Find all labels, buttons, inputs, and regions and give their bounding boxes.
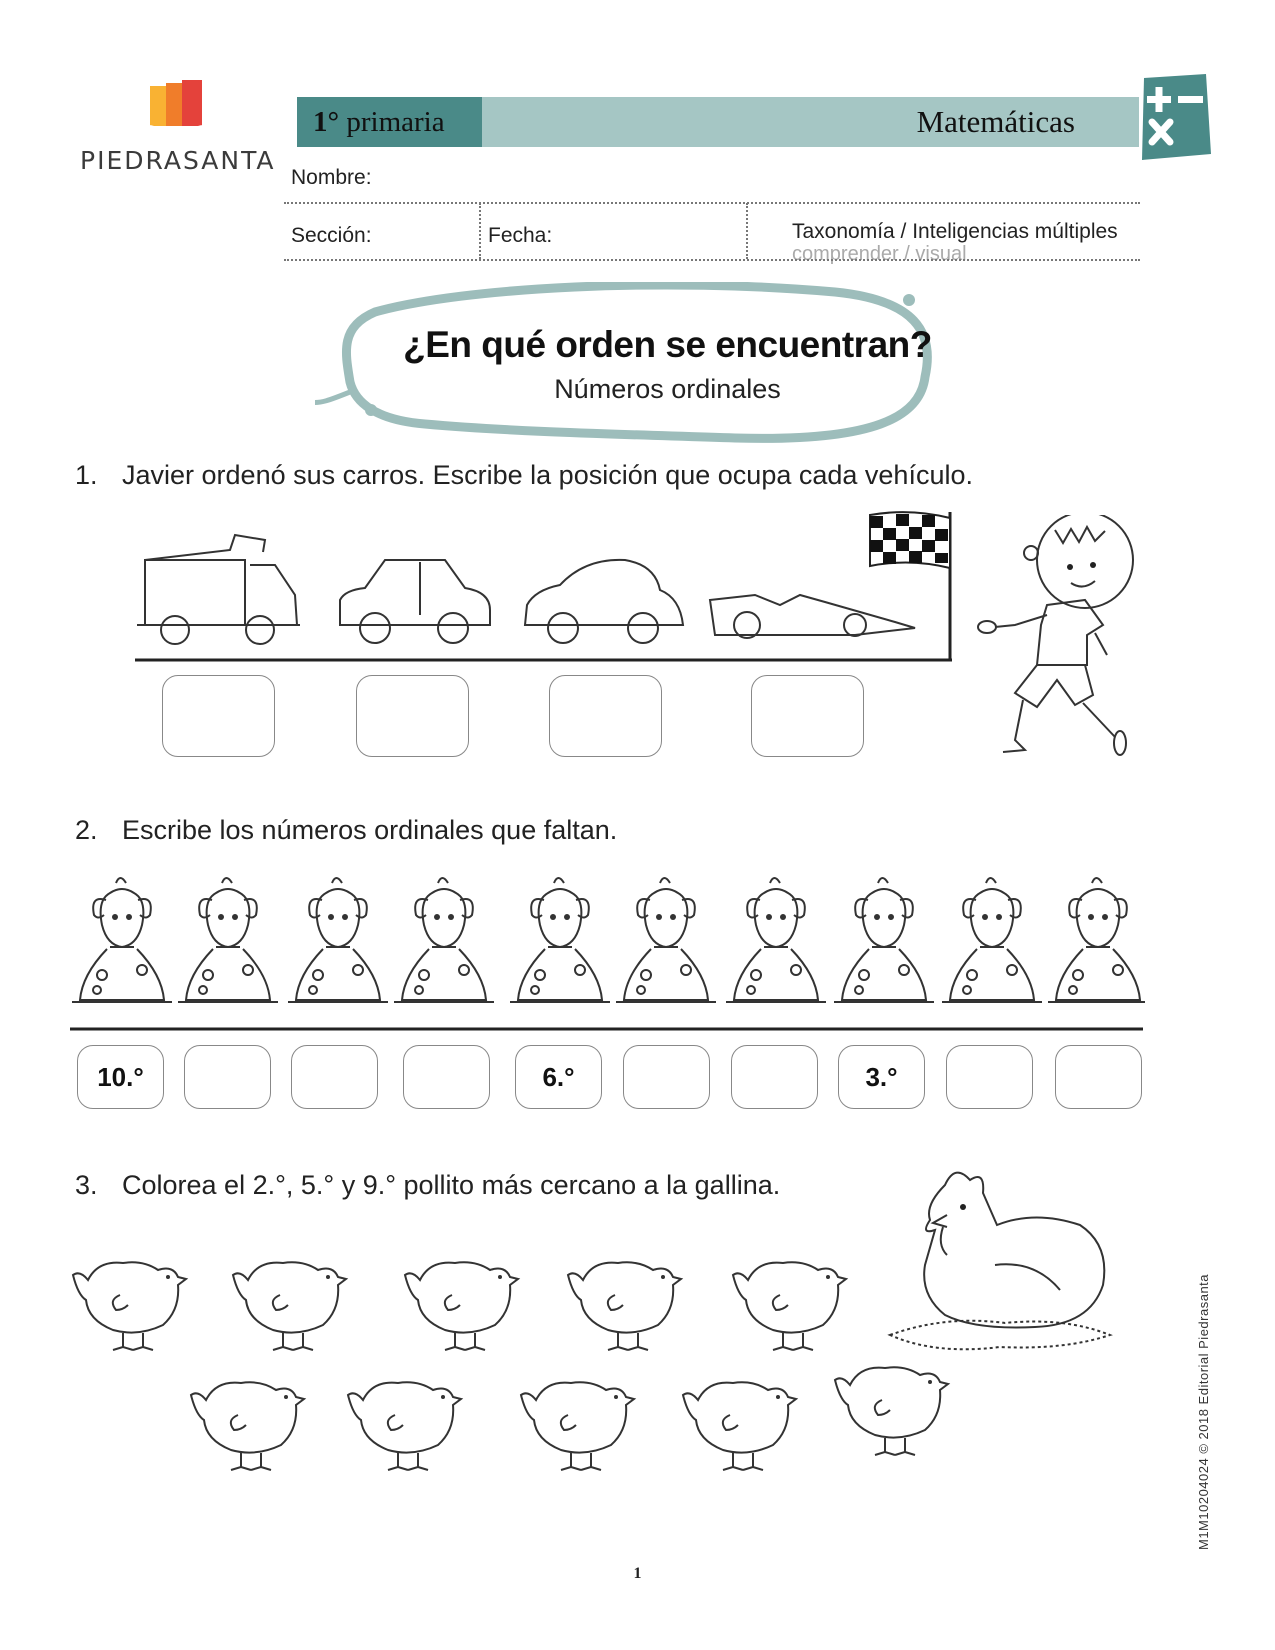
subject-title: Matemáticas: [916, 104, 1075, 139]
name-label: Nombre:: [291, 166, 372, 189]
name-field[interactable]: [380, 164, 1135, 194]
ordinal-answer-box[interactable]: [1055, 1045, 1142, 1109]
divider: [284, 259, 1140, 261]
ordinal-answer-box[interactable]: 3.°: [838, 1045, 925, 1109]
section-field[interactable]: [365, 220, 475, 250]
chick-icon: [683, 1382, 796, 1470]
ordinal-answer-box[interactable]: [731, 1045, 818, 1109]
question-number: 2.: [75, 815, 98, 845]
vehicle-answer-box[interactable]: [356, 675, 469, 757]
worksheet-subtitle: Números ordinales: [554, 374, 781, 404]
chick-icon: [521, 1382, 634, 1470]
chick-icon: [835, 1367, 948, 1455]
chick-icon: [405, 1262, 518, 1350]
title-splash-frame: [315, 282, 965, 454]
dog-icon: [942, 878, 1042, 1002]
truck-icon: [137, 535, 300, 644]
chick-icon: [73, 1262, 186, 1350]
dog-icon: [1048, 878, 1145, 1002]
ordinal-answer-box[interactable]: [403, 1045, 490, 1109]
chick-icon: [233, 1262, 346, 1350]
divider: [284, 202, 1140, 204]
boy-icon: [975, 515, 1135, 760]
chicks-illustration: [68, 1255, 968, 1485]
race-car-icon: [710, 595, 915, 638]
copyright-code: M1M10204024 © 2018 Editorial Piedrasanta: [1196, 1273, 1211, 1550]
logo-text: PIEDRASANTA: [80, 146, 276, 175]
divider: [746, 203, 748, 259]
grade-number: 1°: [313, 106, 340, 138]
ordinal-answer-box[interactable]: [291, 1045, 378, 1109]
vehicle-answer-box[interactable]: [162, 675, 275, 757]
chick-icon: [733, 1262, 846, 1350]
question-text: Colorea el 2.°, 5.° y 9.° pollito más cercano a la gallina.: [122, 1170, 781, 1200]
car-icon: [340, 560, 490, 643]
grade-text: primaria: [346, 106, 445, 138]
taxonomy-value: comprender / visual: [792, 243, 967, 265]
dog-icon: [178, 878, 278, 1002]
ordinal-answer-box[interactable]: 10.°: [77, 1045, 164, 1109]
chick-icon: [191, 1382, 304, 1470]
ordinal-answer-box[interactable]: [623, 1045, 710, 1109]
section-label: Sección:: [291, 224, 372, 247]
dog-icon: [726, 878, 826, 1002]
dog-icon: [288, 878, 388, 1002]
question-number: 1.: [75, 460, 98, 490]
beetle-car-icon: [525, 560, 683, 643]
checkered-flag-icon: [870, 512, 950, 660]
question-text: Javier ordenó sus carros. Escribe la posición que ocupa cada vehículo.: [122, 460, 973, 490]
dog-icon: [510, 878, 610, 1002]
dogs-row: [70, 875, 1145, 1035]
dog-icon: [394, 878, 494, 1002]
question-text: Escribe los números ordinales que faltan.: [122, 815, 618, 845]
date-label: Fecha:: [488, 224, 553, 247]
page-number: 1: [633, 1565, 642, 1582]
chick-icon: [568, 1262, 681, 1350]
ordinal-answer-box[interactable]: [184, 1045, 271, 1109]
piedrasanta-logo-icon: [150, 80, 210, 134]
dog-icon: [72, 878, 172, 1002]
dog-icon: [834, 878, 934, 1002]
divider: [479, 203, 481, 259]
question-number: 3.: [75, 1170, 98, 1200]
vehicles-illustration: [135, 510, 965, 670]
taxonomy-label: Taxonomía / Inteligencias múltiples: [792, 220, 1118, 243]
plus-minus-times-icon: [1138, 74, 1211, 160]
date-field[interactable]: [548, 220, 738, 250]
ordinal-answer-box[interactable]: [946, 1045, 1033, 1109]
grade-label: [297, 97, 482, 147]
chick-icon: [348, 1382, 461, 1470]
vehicle-answer-box[interactable]: [549, 675, 662, 757]
ordinal-answer-box[interactable]: 6.°: [515, 1045, 602, 1109]
worksheet-title: ¿En qué orden se encuentran?: [403, 324, 932, 365]
dog-icon: [616, 878, 716, 1002]
vehicle-answer-box[interactable]: [751, 675, 864, 757]
